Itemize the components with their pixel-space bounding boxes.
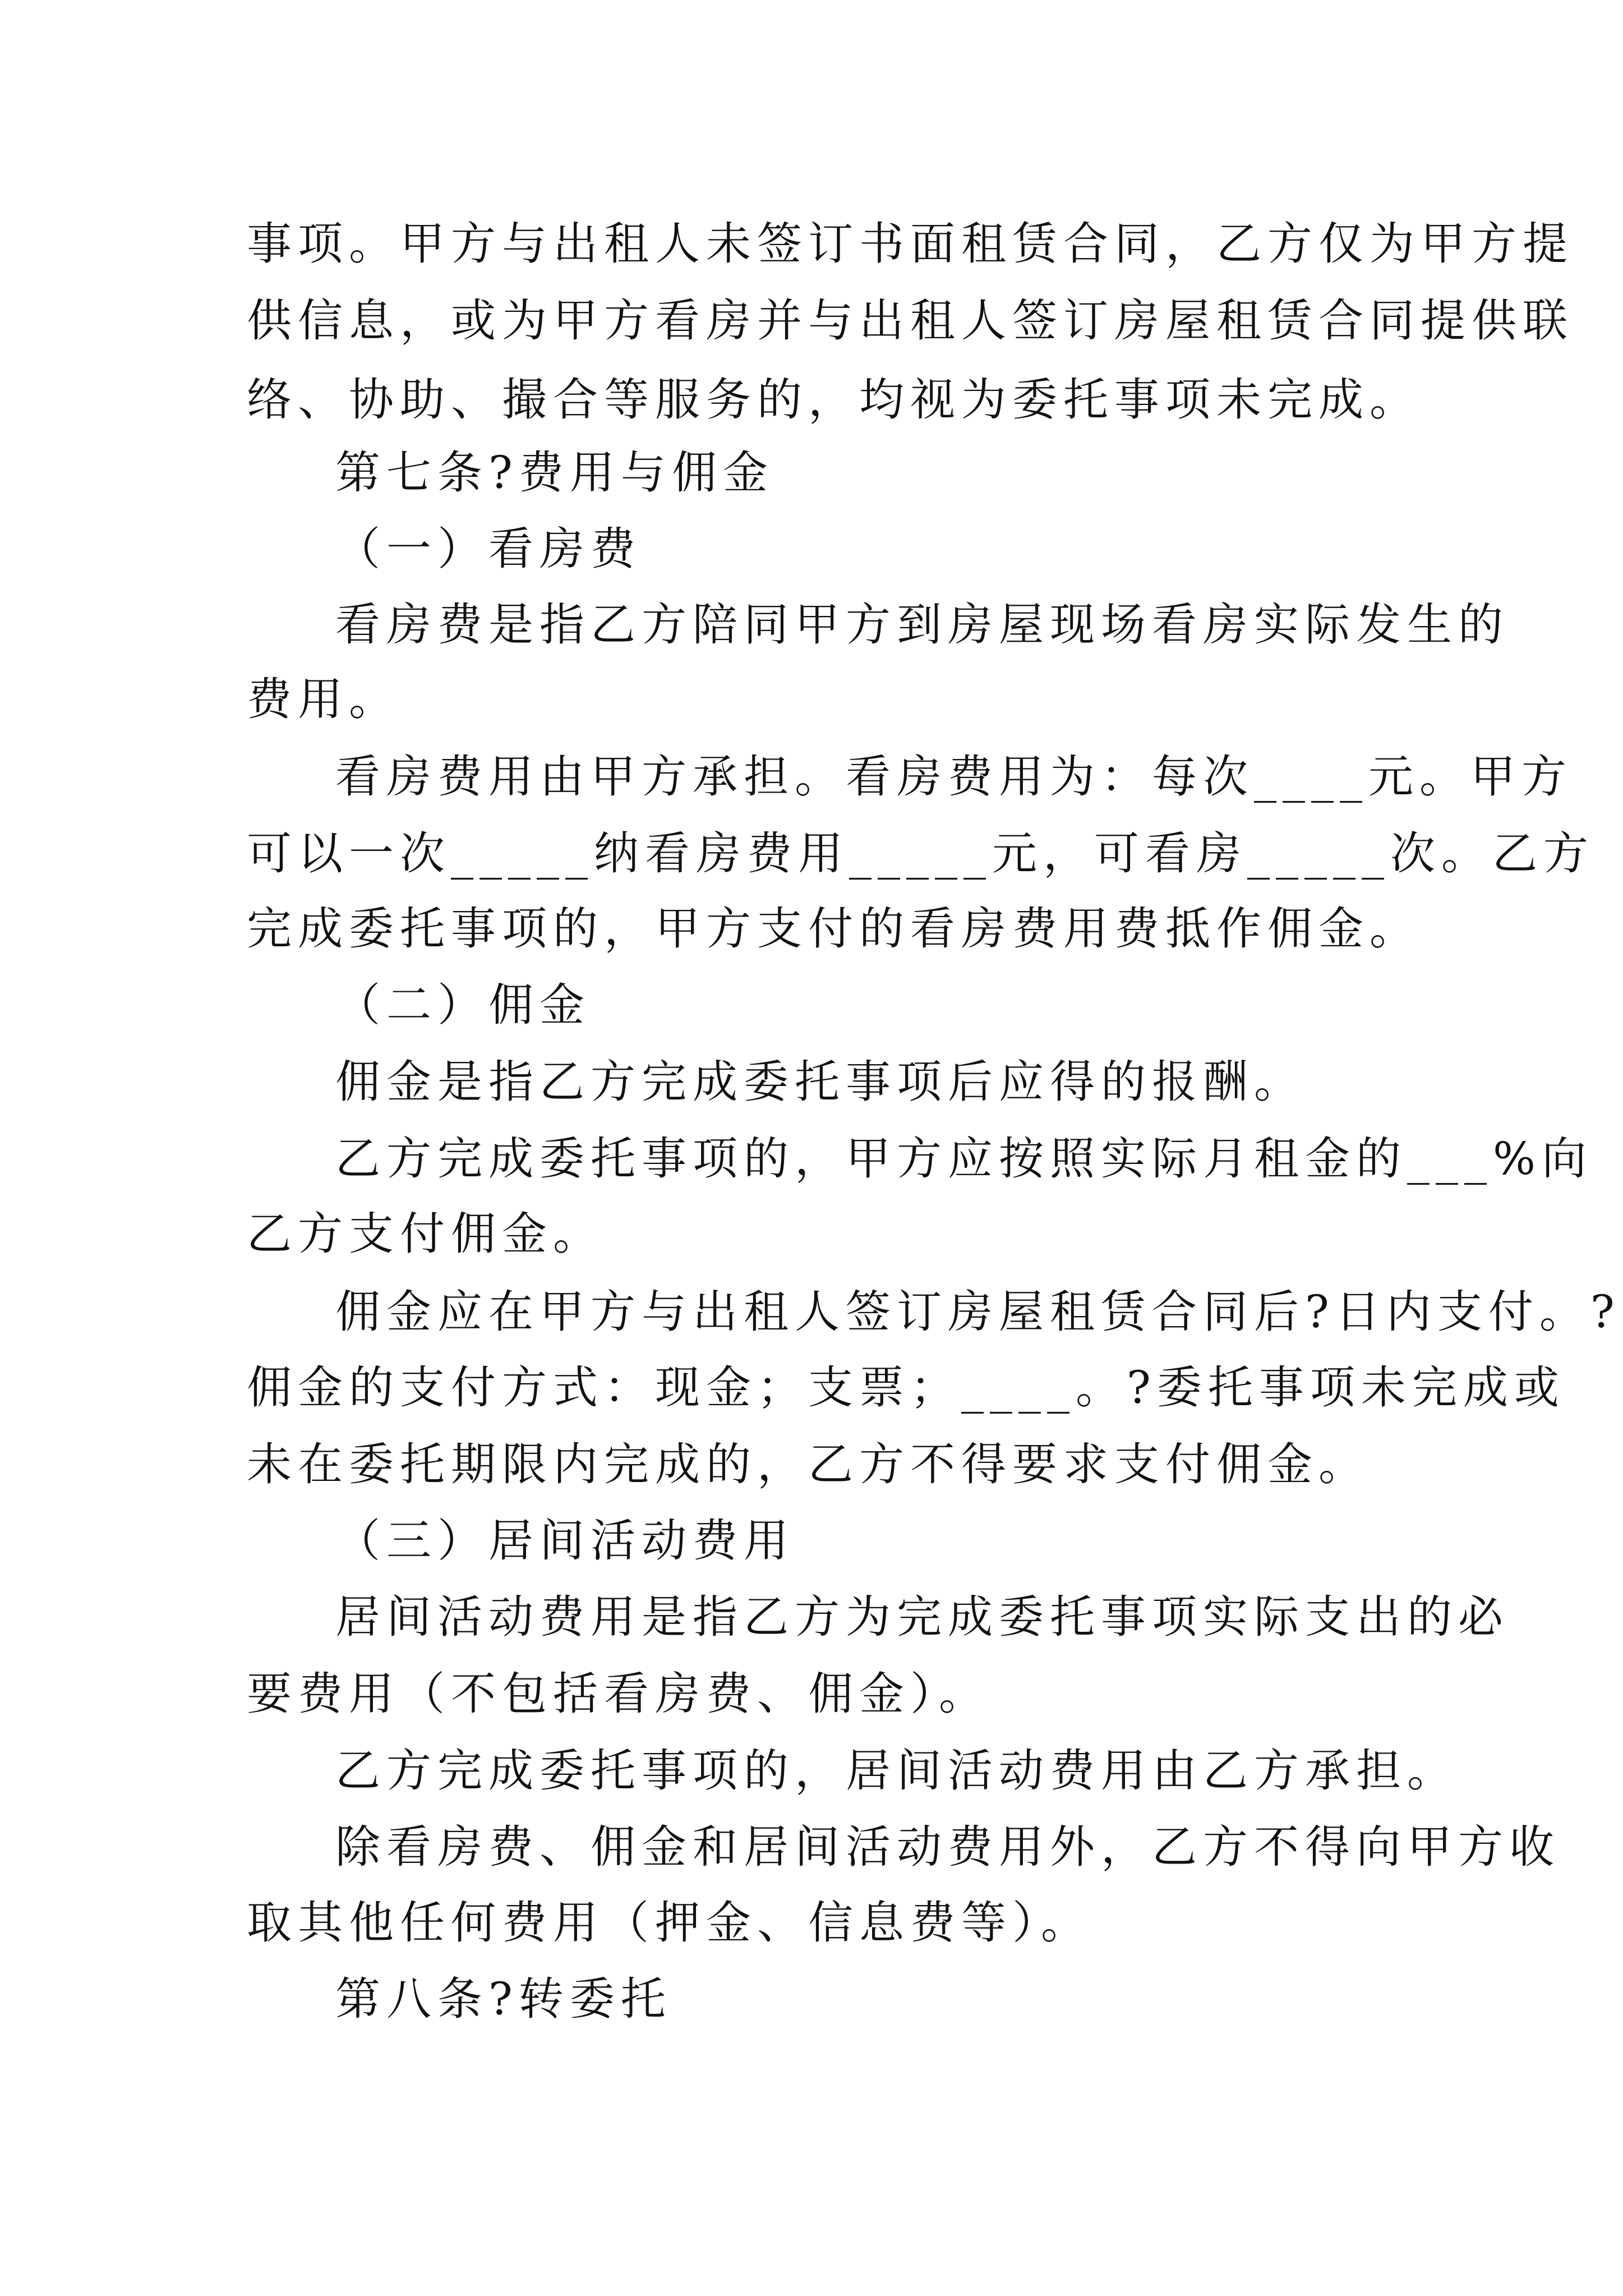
- section-2-heading: （二）佣金: [335, 979, 591, 1031]
- paragraph-line-17: 未在委托期限内完成的，乙方不得要求支付佣金。: [247, 1438, 1370, 1490]
- paragraph-line-16: 佣金的支付方式：现金；支票；____。?委托事项未完成或: [247, 1361, 1565, 1414]
- paragraph-line-21: 乙方完成委托事项的，居间活动费用由乙方承担。: [335, 1745, 1458, 1797]
- article-8-heading: 第八条?转委托: [335, 1973, 672, 2025]
- paragraph-line-20: 要费用（不包括看房费、佣金）。: [247, 1668, 990, 1720]
- section-1-heading: （一）看房费: [335, 523, 642, 575]
- paragraph-line-3: 络、协助、撮合等服务的，均视为委托事项未完成。: [247, 374, 1421, 426]
- article-7-heading: 第七条?费用与佣金: [335, 447, 774, 499]
- paragraph-line-12: 佣金是指乙方完成委托事项后应得的报酬。: [335, 1056, 1305, 1108]
- paragraph-line-23: 取其他任何费用（押金、信息费等）。: [247, 1897, 1092, 1949]
- paragraph-line-8: 看房费用由甲方承担。看房费用为：每次____元。甲方: [335, 751, 1573, 803]
- paragraph-line-2: 供信息，或为甲方看房并与出租人签订房屋租赁合同提供联: [247, 295, 1574, 347]
- paragraph-line-9: 可以一次_____纳看房费用_____元，可看房_____次。乙方: [247, 827, 1594, 880]
- paragraph-line-15: 佣金应在甲方与出租人签订房屋租赁合同后?日内支付。?: [335, 1286, 1621, 1338]
- section-3-heading: （三）居间活动费用: [335, 1515, 795, 1567]
- paragraph-line-22: 除看房费、佣金和居间活动费用外，乙方不得向甲方收: [335, 1821, 1560, 1873]
- paragraph-line-19: 居间活动费用是指乙方为完成委托事项实际支出的必: [335, 1591, 1509, 1643]
- paragraph-line-13: 乙方完成委托事项的，甲方应按照实际月租金的___%向: [335, 1133, 1593, 1185]
- paragraph-line-7: 费用。: [247, 673, 400, 725]
- paragraph-line-1: 事项。甲方与出租人未签订书面租赁合同，乙方仅为甲方提: [247, 218, 1574, 270]
- paragraph-line-14: 乙方支付佣金。: [247, 1208, 604, 1260]
- paragraph-line-6: 看房费是指乙方陪同甲方到房屋现场看房实际发生的: [335, 599, 1509, 651]
- paragraph-line-10: 完成委托事项的，甲方支付的看房费用费抵作佣金。: [247, 903, 1421, 955]
